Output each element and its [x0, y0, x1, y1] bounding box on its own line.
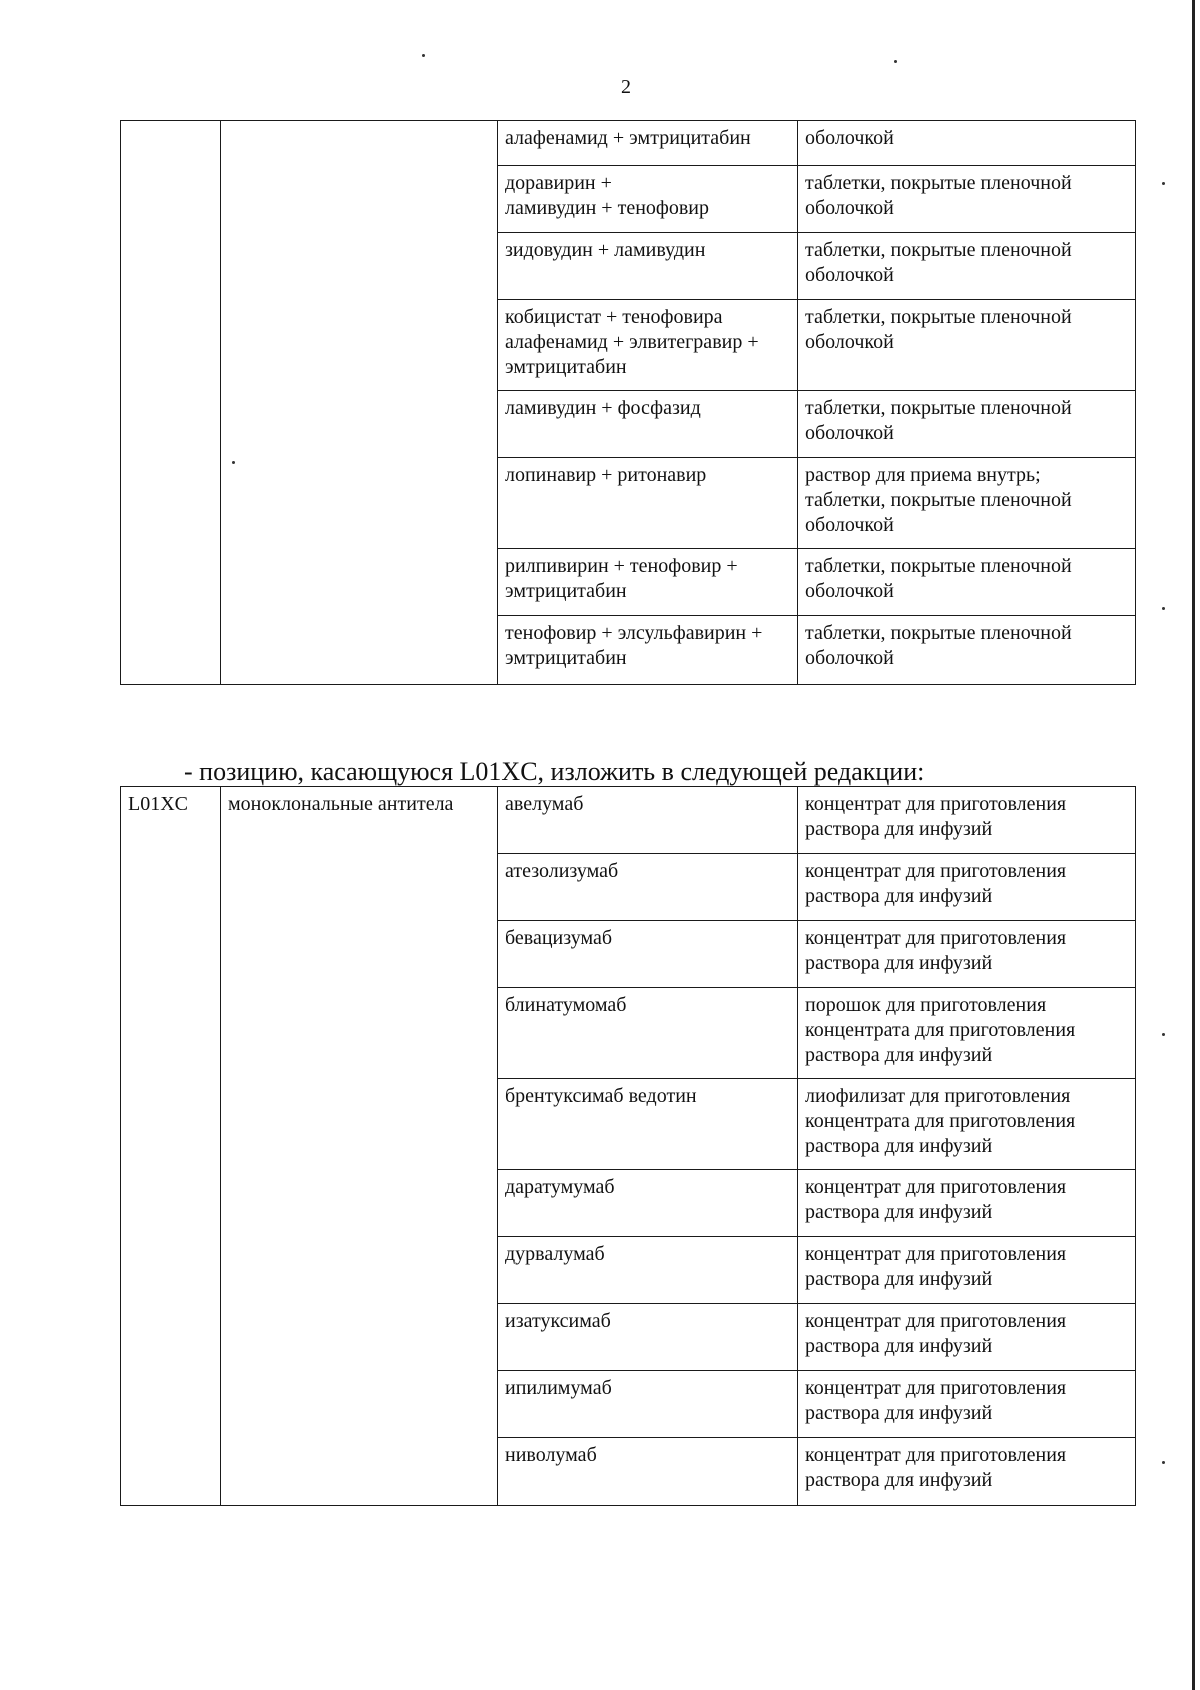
atc-code-cell: L01XC	[121, 787, 221, 1506]
dosage-form-cell: концентрат для приготовления раствора для инфузий	[798, 1438, 1136, 1506]
drug-name-cell: дурвалумаб	[498, 1237, 798, 1304]
drug-name-cell: брентуксимаб ведотин	[498, 1079, 798, 1170]
l01xc-drug-table	[120, 786, 1136, 1506]
group-name-cell: моноклональные антитела	[221, 787, 498, 1506]
scan-speck	[1162, 182, 1165, 185]
scan-speck	[422, 54, 425, 57]
dosage-form-cell: концентрат для приготовления раствора для инфузий	[798, 921, 1136, 988]
dosage-form-cell: концентрат для приготовления раствора для инфузий	[798, 1304, 1136, 1371]
scan-speck	[1162, 1461, 1165, 1464]
drug-name-cell: ниволумаб	[498, 1438, 798, 1506]
drug-name-cell: блинатумомаб	[498, 988, 798, 1079]
scan-speck	[1162, 1033, 1165, 1036]
dosage-form-cell: концентрат для приготовления раствора для инфузий	[798, 1237, 1136, 1304]
drug-name-cell: тенофовир + элсульфавирин + эмтрицитабин	[498, 616, 798, 685]
drug-name-cell: зидовудин + ламивудин	[498, 233, 798, 300]
drug-name-cell: лопинавир + ритонавир	[498, 458, 798, 549]
dosage-form-cell: таблетки, покрытые пленочной оболочкой	[798, 233, 1136, 300]
l01xc-drug-table-body	[121, 787, 1136, 1506]
dosage-form-cell: концентрат для приготовления раствора для инфузий	[798, 1371, 1136, 1438]
dosage-form-cell: оболочкой	[798, 121, 1136, 166]
scan-speck	[1162, 607, 1165, 610]
table-row	[121, 787, 1136, 854]
drug-name-cell: доравирин + ламивудин + тенофовир	[498, 166, 798, 233]
table-row	[121, 121, 1136, 166]
scan-speck	[894, 60, 897, 63]
drug-name-cell: атезолизумаб	[498, 854, 798, 921]
scan-speck	[232, 461, 235, 464]
page-number: 2	[621, 76, 631, 98]
dosage-form-cell: раствор для приема внутрь; таблетки, покрытые пленочной оболочкой	[798, 458, 1136, 549]
dosage-form-cell: концентрат для приготовления раствора для инфузий	[798, 1170, 1136, 1237]
drug-name-cell: даратумумаб	[498, 1170, 798, 1237]
drug-name-cell: бевацизумаб	[498, 921, 798, 988]
dosage-form-cell: таблетки, покрытые пленочной оболочкой	[798, 166, 1136, 233]
dosage-form-cell: лиофилизат для приготовления концентрата для приготовления раствора для инфузий	[798, 1079, 1136, 1170]
dosage-form-cell: порошок для приготовления концентрата для приготовления раствора для инфузий	[798, 988, 1136, 1079]
group-name-cell	[221, 121, 498, 685]
drug-name-cell: ипилимумаб	[498, 1371, 798, 1438]
drug-name-cell: рилпивирин + тенофовир + эмтрицитабин	[498, 549, 798, 616]
drug-name-cell: авелумаб	[498, 787, 798, 854]
dosage-form-cell: концентрат для приготовления раствора для инфузий	[798, 854, 1136, 921]
drug-name-cell: кобицистат + тенофовира алафенамид + элвитегравир + эмтрицитабин	[498, 300, 798, 391]
dosage-form-cell: таблетки, покрытые пленочной оболочкой	[798, 616, 1136, 685]
drug-name-cell: изатуксимаб	[498, 1304, 798, 1371]
drug-name-cell: алафенамид + эмтрицитабин	[498, 121, 798, 166]
dosage-form-cell: таблетки, покрытые пленочной оболочкой	[798, 300, 1136, 391]
continued-drug-table	[120, 120, 1136, 685]
scan-edge-line	[1192, 0, 1195, 1690]
dosage-form-cell: концентрат для приготовления раствора для инфузий	[798, 787, 1136, 854]
amendment-instruction: - позицию, касающуюся L01XC, изложить в следующей редакции:	[184, 757, 925, 786]
drug-name-cell: ламивудин + фосфазид	[498, 391, 798, 458]
continued-drug-table-body	[121, 121, 1136, 685]
dosage-form-cell: таблетки, покрытые пленочной оболочкой	[798, 549, 1136, 616]
atc-code-cell	[121, 121, 221, 685]
dosage-form-cell: таблетки, покрытые пленочной оболочкой	[798, 391, 1136, 458]
